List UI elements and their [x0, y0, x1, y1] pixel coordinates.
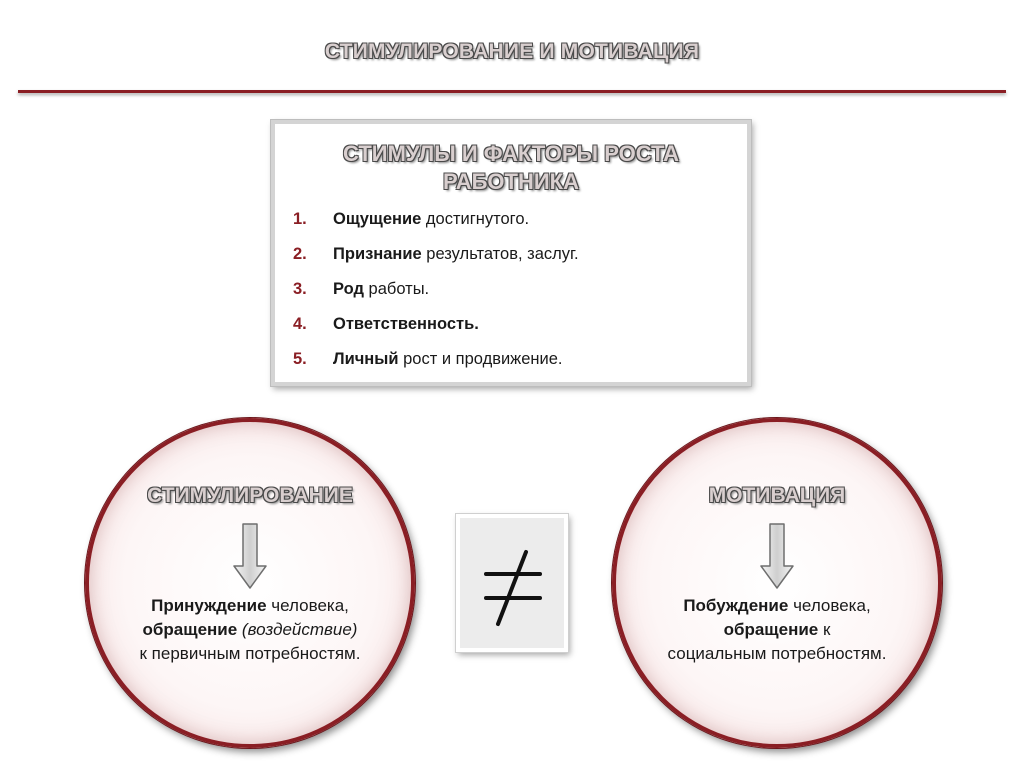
- list-item: [293, 280, 579, 315]
- list-item-number: 3.: [293, 280, 307, 298]
- factors-title: [275, 140, 747, 196]
- down-arrow-icon: [759, 522, 795, 592]
- motivation-description: [616, 594, 938, 666]
- list-item: [293, 245, 579, 280]
- motivation-keyword-1: Побуждение: [683, 596, 789, 615]
- stimulation-text-1: человека,: [266, 596, 349, 615]
- motivation-circle: [612, 418, 942, 748]
- motivation-text-1: человека,: [788, 596, 871, 615]
- motivation-line-3: социальным потребностям.: [667, 644, 887, 663]
- list-item-text: работы.: [363, 280, 430, 298]
- list-item-number: 1.: [293, 210, 307, 228]
- factors-title-line2: РАБОТНИКА: [442, 169, 579, 194]
- list-item: [293, 350, 579, 385]
- motivation-keyword-2: обращение: [723, 620, 819, 639]
- list-item-keyword: Ощущение: [333, 210, 422, 228]
- motivation-line-1: [616, 594, 938, 618]
- stimulation-line-3: к первичным потребностям.: [139, 644, 361, 663]
- slide-title: СТИМУЛИРОВАНИЕ И МОТИВАЦИЯ: [324, 40, 700, 63]
- list-item-keyword: Признание: [333, 245, 422, 263]
- list-item: [293, 315, 579, 350]
- list-item-number: 2.: [293, 245, 307, 263]
- list-item-text: рост и продвижение.: [398, 350, 563, 368]
- stimulation-heading: СТИМУЛИРОВАНИЕ: [147, 484, 353, 507]
- stimulation-circle: [85, 418, 415, 748]
- list-item-number: 5.: [293, 350, 307, 368]
- stimulation-text-2: (воздействие): [237, 620, 358, 639]
- list-item-text: достигнутого.: [421, 210, 530, 228]
- stimulation-keyword-1: Принуждение: [151, 596, 267, 615]
- list-item-number: 4.: [293, 315, 307, 333]
- motivation-line-2: [616, 618, 938, 642]
- not-equal-icon: [460, 518, 564, 648]
- stimulation-keyword-2: обращение: [142, 620, 238, 639]
- factors-box: [271, 120, 751, 386]
- title-divider: [18, 90, 1006, 93]
- list-item: [293, 210, 579, 245]
- stimulation-line-2: [89, 618, 411, 642]
- motivation-heading: МОТИВАЦИЯ: [708, 484, 846, 507]
- stimulation-line-1: [89, 594, 411, 618]
- factors-list: [293, 210, 579, 385]
- list-item-keyword: Ответственность.: [333, 315, 479, 333]
- not-equal-box: [456, 514, 568, 652]
- list-item-keyword: Личный: [333, 350, 399, 368]
- motivation-text-2: к: [818, 620, 831, 639]
- list-item-keyword: Род: [333, 280, 364, 298]
- factors-title-line1: СТИМУЛЫ И ФАКТОРЫ РОСТА: [343, 141, 679, 166]
- stimulation-description: [89, 594, 411, 666]
- list-item-text: результатов, заслуг.: [421, 245, 579, 263]
- down-arrow-icon: [232, 522, 268, 592]
